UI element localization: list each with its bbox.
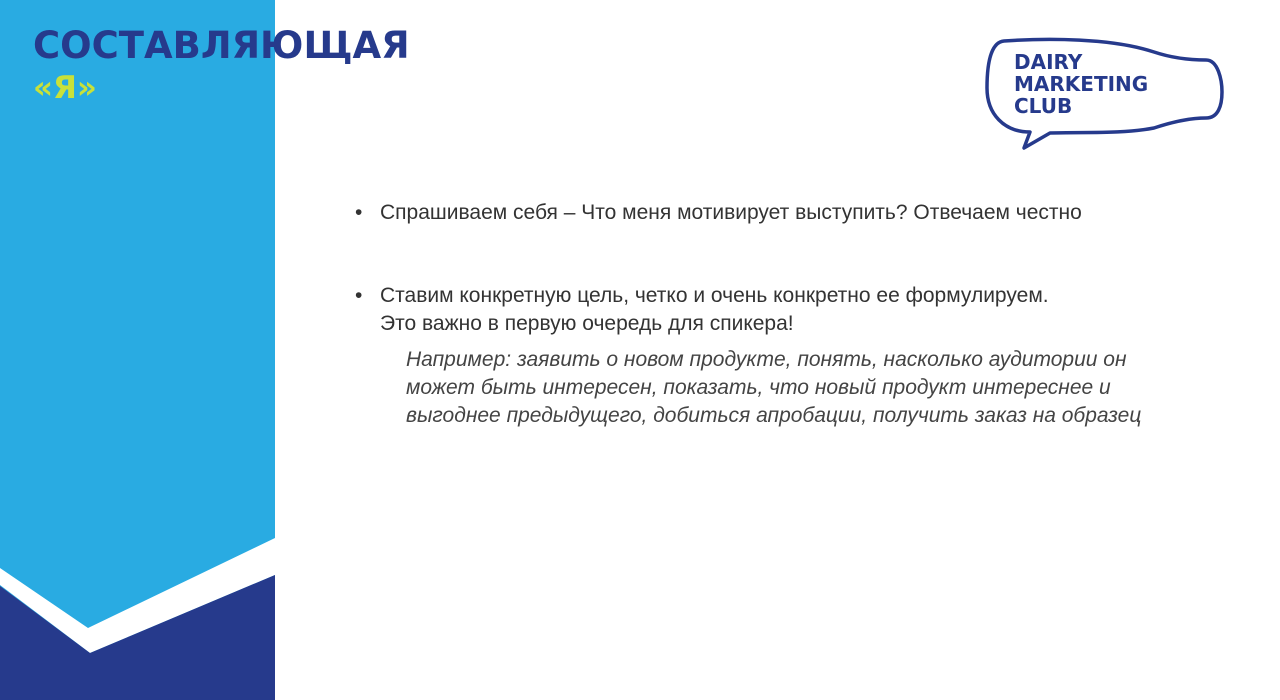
slide-title: СОСТАВЛЯЮЩАЯ — [33, 24, 410, 67]
example-note: Например: заявить о новом продукте, понять, насколько аудитории он может быть интересен, показать, что новый продукт интереснее и выгоднее предыдущего, добиться апробации, получить заказ на образец — [406, 348, 1142, 427]
logo-text-line-2: MARKETING — [1014, 72, 1149, 96]
logo-text-line-1: DAIRY — [1014, 50, 1083, 74]
bullet-marker: • — [355, 201, 363, 224]
logo-text-line-3: CLUB — [1014, 94, 1073, 118]
slide-subtitle: «Я» — [33, 70, 97, 106]
bullet-text: Спрашиваем себя – Что меня мотивирует выступить? Отвечаем честно — [380, 201, 1082, 224]
bullet-item-motivation — [355, 199, 1215, 227]
bullet-item-goal — [355, 282, 1215, 338]
bullet-text-line-1: Ставим конкретную цель, четко и очень конкретно ее формулируем. — [380, 284, 1049, 307]
bullet-text-line-2: Это важно в первую очередь для спикера! — [380, 312, 794, 335]
dairy-marketing-club-logo — [982, 36, 1227, 154]
slide-body — [355, 199, 1215, 430]
bullet-marker: • — [355, 284, 363, 307]
